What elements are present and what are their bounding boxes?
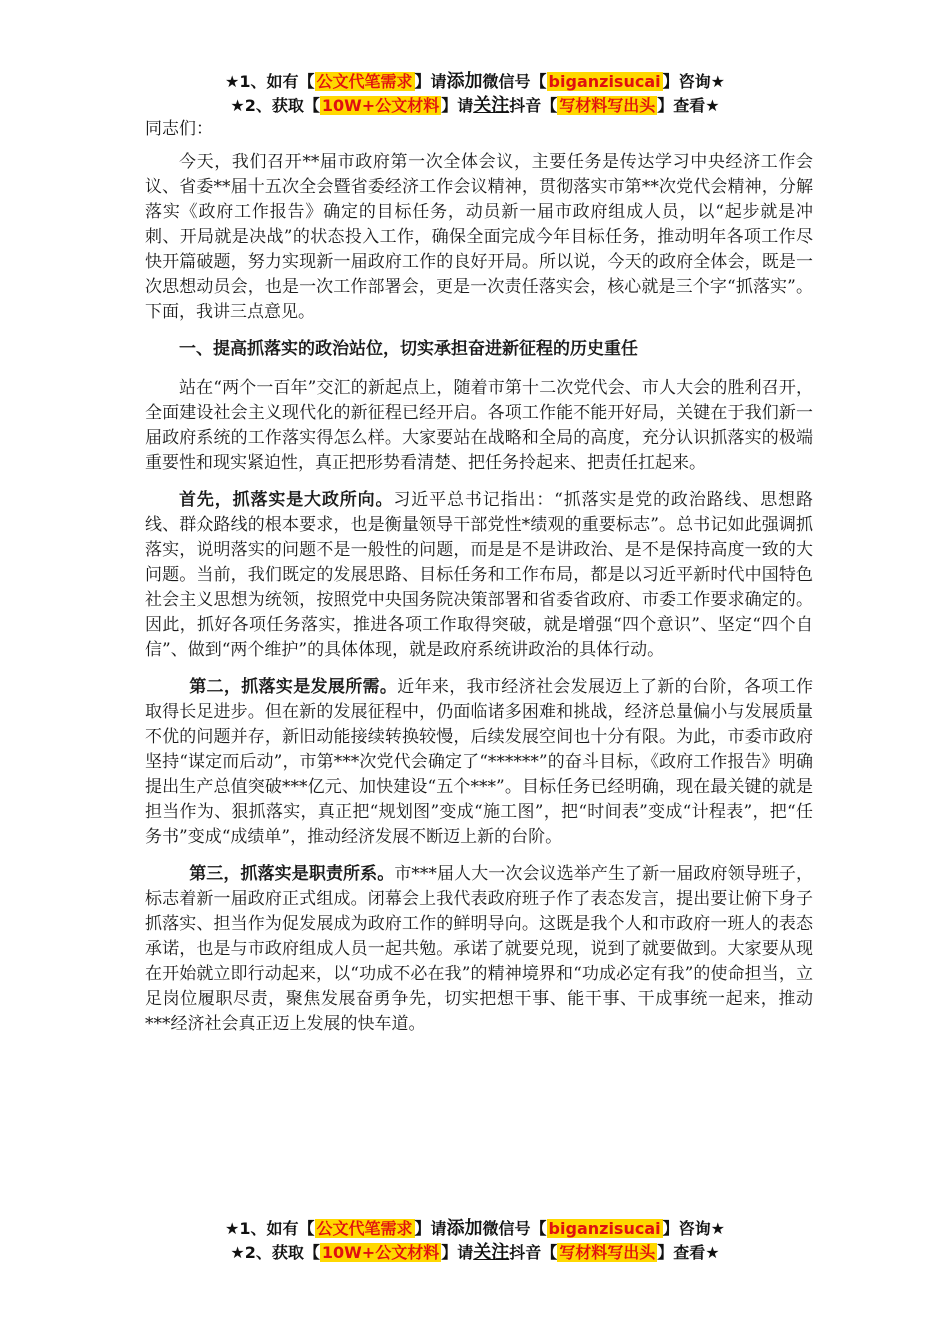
banner-text: 抖音【 [509, 96, 558, 115]
highlight-service: 公文代笔需求 [316, 1219, 413, 1238]
banner-line-1 [0, 1217, 950, 1241]
point-3-paragraph [145, 862, 813, 1037]
banner-text: 】请 [441, 96, 474, 115]
banner-text: 】咨询★ [662, 72, 725, 91]
highlight-douyin-account: 写材料写出头 [559, 96, 656, 115]
banner-line-1 [0, 70, 950, 94]
banner-text: 微信号【 [482, 1219, 547, 1238]
banner-text: ★2、获取【 [230, 1243, 320, 1262]
banner-text: 】查看★ [657, 96, 720, 115]
banner-text: 】咨询★ [662, 1219, 725, 1238]
highlight-materials: 10W+公文材料 [321, 96, 440, 115]
bottom-banner [0, 1217, 950, 1265]
point-3-body: 市***届人大一次会议选举产生了新一届政府领导班子，标志着新一届政府正式组成。闭幕会上我代表政府班子作了表态发言，提出要让俯下身子抓落实、担当作为促发展成为政府工作的鲜明导向。这既是我个人和市政府一班人的表态承诺，也是与市政府组成人员一起共勉。承诺了就要兑现，说到了就要做到。大家要从现在开始就立即行动起来，以“功成不必在我”的精神境界和“功成必定有我”的使命担当，立足岗位履职尽责，聚焦发展奋勇争先，切实把想干事、能干事、干成事统一起来，推动***经济社会真正迈上发展的快车道。 [145, 864, 814, 1034]
point-3-lead: 第三，抓落实是职责所系。 [189, 864, 395, 884]
banner-text: 抖音【 [509, 1243, 558, 1262]
point-1-body: 习近平总书记指出：“抓落实是党的政治路线、思想路线、群众路线的根本要求，也是衡量领导干部党性*绩观的重要标志”。总书记如此强调抓落实，说明落实的问题不是一般性的问题，而是是不是讲政治、是不是保持高度一致的大问题。当前，我们既定的发展思路、目标任务和工作布局，都是以习近平新时代中国特色社会主义思想为统领，按照党中央国务院决策部署和省委省政府、市委工作要求确定的。因此，抓好各项任务落实，推进各项工作取得突破，就是增强“四个意识”、坚定“四个自信”、做到“两个维护”的具体体现，就是政府系统讲政治的具体行动。 [145, 490, 813, 660]
banner-text: 】请 [414, 72, 447, 91]
greeting: 同志们： [145, 119, 213, 139]
highlight-wechat-id: biganzisucai [548, 72, 661, 91]
point-2-paragraph [145, 675, 813, 850]
intro-paragraph: 今天，我们召开**届市政府第一次全体会议，主要任务是传达学习中央经济工作会议、省委**届十五次全会暨省委经济工作会议精神，贯彻落实市第**次党代会精神，分解落实《政府工作报告》确定的目标任务，动员新一届市政府组成人员，以“起步就是冲刺、开局就是决战”的状态投入工作，确保全面完成今年目标任务，推动明年各项工作尽快开篇破题，努力实现新一届政府工作的良好开局。所以说，今天的政府全体会，既是一次思想动员会，也是一次工作部署会，更是一次责任落实会，核心就是三个字“抓落实”。下面，我讲三点意见。 [145, 152, 813, 322]
section-heading-1: 一、提高抓落实的政治站位，切实承担奋进新征程的历史重任 [179, 339, 638, 359]
banner-text: 】查看★ [657, 1243, 720, 1262]
highlight-service: 公文代笔需求 [316, 72, 413, 91]
highlight-douyin-account: 写材料写出头 [559, 1243, 656, 1262]
top-banner [0, 70, 950, 118]
banner-text: 】请 [441, 1243, 474, 1262]
banner-emphasis: 关注 [473, 95, 510, 116]
banner-text: ★2、获取【 [230, 96, 320, 115]
document-body [145, 117, 813, 1049]
point-2-lead: 第二，抓落实是发展所需。 [189, 677, 398, 697]
highlight-materials: 10W+公文材料 [321, 1243, 440, 1262]
banner-text: ★1、如有【 [225, 72, 315, 91]
banner-line-2 [0, 94, 950, 118]
banner-text: ★1、如有【 [225, 1219, 315, 1238]
point-2-body: 近年来，我市经济社会发展迈上了新的台阶，各项工作取得长足进步。但在新的发展征程中，仍面临诸多困难和挑战，经济总量偏小与发展质量不优的问题并存，新旧动能接续转换较慢，后续发展空间也十分有限。为此，市委市政府坚持“谋定而后动”，市第***次党代会确定了“******”的奋斗目标，《政府工作报告》明确提出生产总值突破***亿元、加快建设“五个***”。目标任务已经明确，现在最关键的就是担当作为、狠抓落实，真正把“规划图”变成“施工图”，把“时间表”变成“计程表”，把“任务书”变成“成绩单”，推动经济发展不断迈上新的台阶。 [145, 677, 814, 847]
point-1-lead: 首先，抓落实是大政所向。 [179, 490, 394, 510]
point-1-paragraph [145, 488, 813, 663]
banner-emphasis: 关注 [473, 1242, 510, 1263]
banner-emphasis: 添加 [446, 71, 483, 92]
banner-text: 微信号【 [482, 72, 547, 91]
banner-text: 】请 [414, 1219, 447, 1238]
banner-line-2 [0, 1241, 950, 1265]
banner-emphasis: 添加 [446, 1218, 483, 1239]
section-1-paragraph: 站在“两个一百年”交汇的新起点上，随着市第十二次党代会、市人大会的胜利召开，全面建设社会主义现代化的新征程已经开启。各项工作能不能开好局，关键在于我们新一届政府系统的工作落实得怎么样。大家要站在战略和全局的高度，充分认识抓落实的极端重要性和现实紧迫性，真正把形势看清楚、把任务拎起来、把责任扛起来。 [145, 378, 813, 473]
highlight-wechat-id: biganzisucai [548, 1219, 661, 1238]
